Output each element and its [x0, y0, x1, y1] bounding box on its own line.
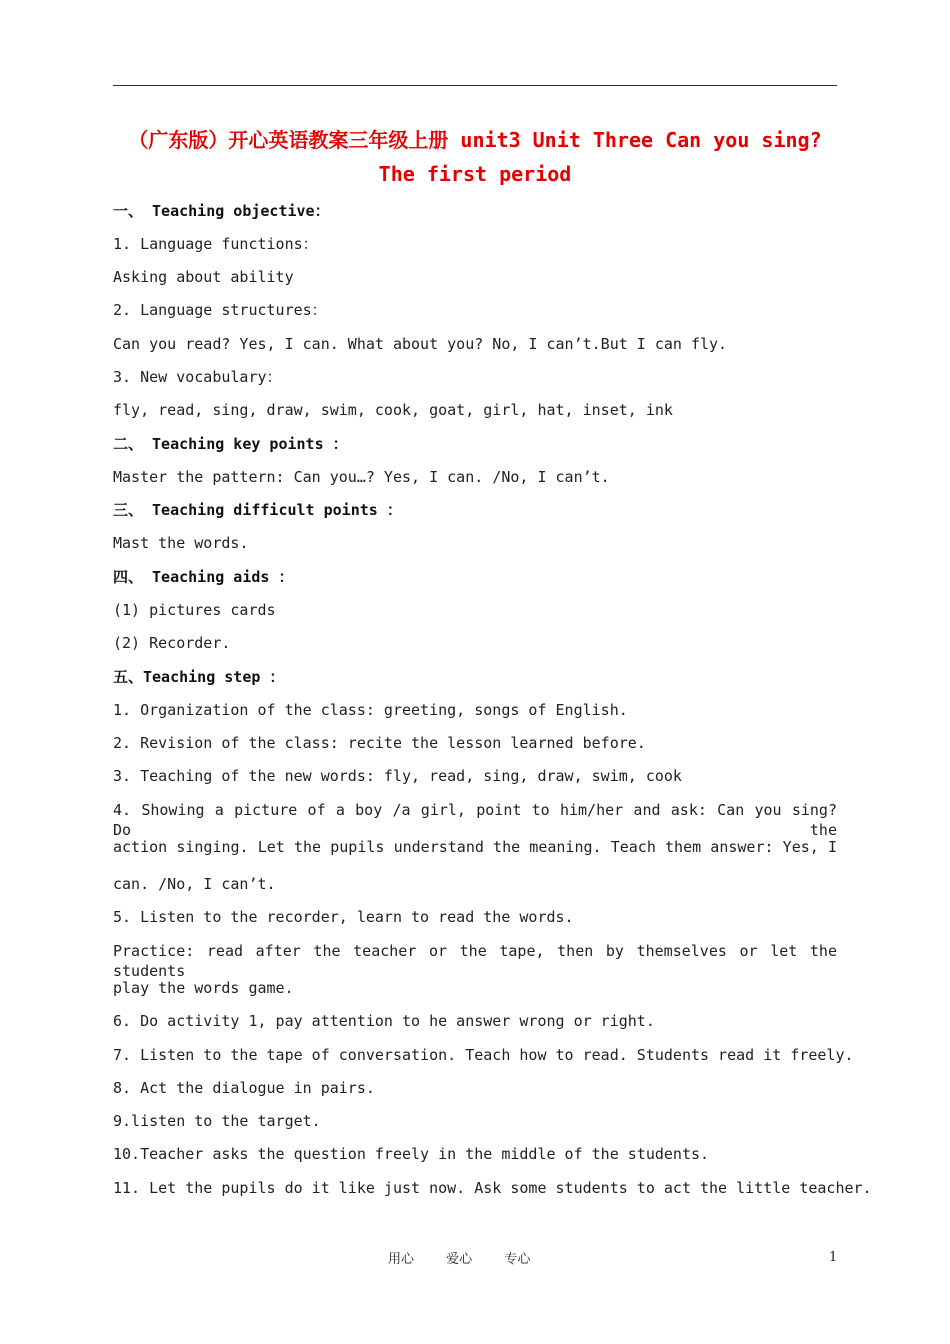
text-line: 1. Language functions： — [113, 235, 318, 253]
footer-motto — [388, 1248, 558, 1267]
text-line: action singing. Let the pupils understand the meaning. Teach them answer: Yes, I — [113, 838, 837, 856]
text-line: 2. Language structures： — [113, 301, 327, 319]
text-line: Mast the words. — [113, 534, 249, 552]
text-line: fly, read, sing, draw, swim, cook, goat, girl, hat, inset, ink — [113, 401, 673, 419]
text-line: 9.listen to the target. — [113, 1112, 321, 1130]
text-line: 7. Listen to the tape of conversation. Teach how to read. Students read it freely. — [113, 1046, 854, 1064]
text-line: 2. Revision of the class: recite the lesson learned before. — [113, 734, 646, 752]
section-heading-steps: 五、Teaching step ： — [113, 668, 285, 686]
footer-word: 爱心 — [446, 1252, 473, 1267]
page-number: 1 — [829, 1250, 838, 1265]
text-line: play the words game. — [113, 979, 294, 997]
text-line: 5. Listen to the recorder, learn to read the words. — [113, 908, 574, 926]
text-line: 6. Do activity 1, pay attention to he answer wrong or right. — [113, 1012, 655, 1030]
text-line: 11. Let the pupils do it like just now. Ask some students to act the little teacher. — [113, 1179, 872, 1197]
text-line: (1) pictures cards — [113, 601, 276, 619]
text-line: 4. Showing a picture of a boy /a girl, point to him/her and ask: Can you sing? Do the — [113, 801, 837, 839]
text-line: (2) Recorder. — [113, 634, 231, 652]
section-heading-key-points: 二、 Teaching key points ： — [113, 435, 348, 453]
header-rule — [113, 85, 837, 86]
doc-title: （广东版）开心英语教案三年级上册 unit3 Unit Three Can you sing? — [128, 128, 822, 152]
footer-word: 专心 — [504, 1252, 531, 1267]
text-line: can. /No, I can’t. — [113, 875, 276, 893]
section-heading-difficult-points: 三、 Teaching difficult points ： — [113, 501, 402, 519]
text-line: 3. New vocabulary： — [113, 368, 282, 386]
doc-subtitle: The first period — [378, 162, 572, 186]
section-heading-objective: 一、 Teaching objective： — [113, 202, 330, 220]
text-line: 3. Teaching of the new words: fly, read, sing, draw, swim, cook — [113, 767, 682, 785]
text-line: 8. Act the dialogue in pairs. — [113, 1079, 375, 1097]
footer-word: 用心 — [388, 1252, 415, 1267]
text-line: Practice: read after the teacher or the tape, then by themselves or let the students — [113, 942, 837, 980]
section-heading-aids: 四、 Teaching aids ： — [113, 568, 294, 586]
text-line: Master the pattern: Can you…? Yes, I can. /No, I can’t. — [113, 468, 610, 486]
text-line: 10.Teacher asks the question freely in the middle of the students. — [113, 1145, 710, 1163]
text-line: Can you read? Yes, I can. What about you? No, I can’t.But I can fly. — [113, 335, 728, 353]
text-line: 1. Organization of the class: greeting, songs of English. — [113, 701, 628, 719]
text-line: Asking about ability — [113, 268, 294, 286]
